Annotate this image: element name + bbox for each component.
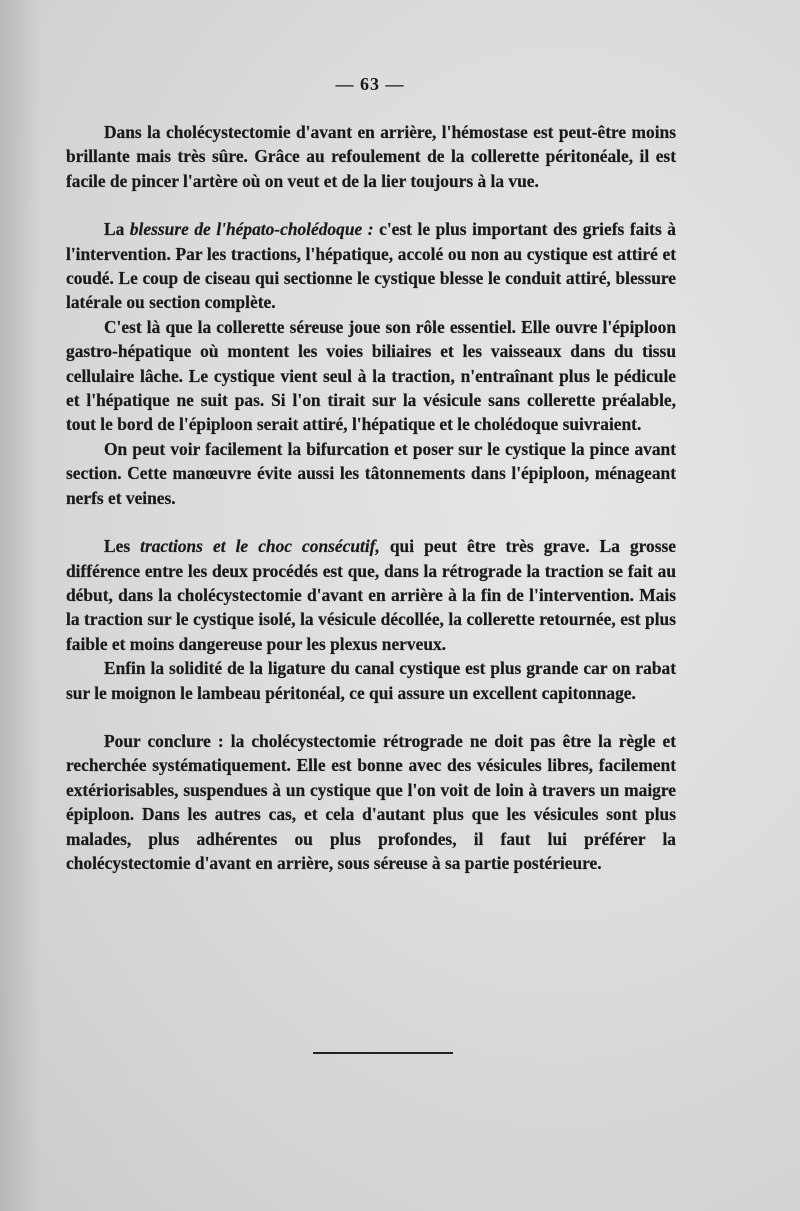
end-rule-divider [313, 1052, 453, 1054]
paragraph-ligature: Enfin la solidité de la ligature du canal cystique est plus grande car on rabat sur le moignon le lambeau péritonéal, ce qui assure un excellent capitonnage. [66, 658, 676, 703]
paragraph-conclusion: Pour conclure : la cholécystectomie rétrograde ne doit pas être la règle et recherchée systématiquement. Elle est bonne avec des vésicules libres, facilement extériorisables, suspendues à un cystique que l'on voit de loin à travers un maigre épiploon. Dans les autres cas, et cela d'autant plus que les vésicules sont plus malades, plus adhérentes ou plus profondes, il faut lui préférer la cholécystectomie d'avant en arrière, sous séreuse à sa partie postérieure. [66, 730, 676, 873]
page-edge-shadow [0, 0, 40, 1211]
paragraph-tractions-italic: tractions et le choc consécutif, [140, 536, 380, 557]
paragraph-tractions-rest: qui peut être très grave. La grosse différence entre les deux procédés est que, dans la rétrograde la traction se fait au début, dans la cholécystectomie d'avant en arrière à la fin de l'intervention. Mais la traction sur le cystique isolé, la vésicule décollée, la collerette retournée, est plus faible et moins dangereuse pour les plexus nerveux. [66, 536, 677, 654]
paragraph-bifurcation: On peut voir facilement la bifurcation et poser sur le cystique la pince avant section. Cette manœuvre évite aussi les tâtonnements dans l'épiploon, ménageant nerfs et veines. [66, 438, 676, 508]
page-number: — 63 — [335, 74, 405, 94]
paragraph-blessure [66, 217, 676, 315]
paragraph-blessure-italic: blessure de l'hépato-cholédoque : [129, 219, 374, 240]
paragraph-collerette: C'est là que la collerette séreuse joue son rôle essentiel. Elle ouvre l'épiploon gastro-hépatique où montent les voies biliaires et les vaisseaux dans du tissu cellulaire lâche. Le cystique vient seul à la traction, n'entraînant plus le pédicule et l'hépatique ne suit pas. Si l'on tirait sur la vésicule sans collerette préalable, tout le bord de l'épiploon serait attiré, l'hépatique et le cholédoque suivraient. [66, 316, 676, 435]
paragraph-tractions [66, 534, 676, 656]
paragraph-blessure-lead: La [104, 219, 130, 240]
paragraph-hemostase: Dans la cholécystectomie d'avant en arrière, l'hémostase est peut-être moins brillante mais très sûre. Grâce au refoulement de la collerette péritonéale, il est facile de pincer l'artère où on veut et de la lier toujours à la vue. [66, 122, 676, 191]
paragraph-blessure-rest: c'est le plus important des griefs faits à l'intervention. Par les tractions, l'hépatique, accolé ou non au cystique est attiré et coudé. Le coup de ciseau qui sectionne le cystique blesse le conduit attiré, blessure latérale ou section complète. [66, 219, 676, 313]
paragraph-tractions-lead: Les [104, 536, 141, 557]
body-text [66, 120, 676, 875]
